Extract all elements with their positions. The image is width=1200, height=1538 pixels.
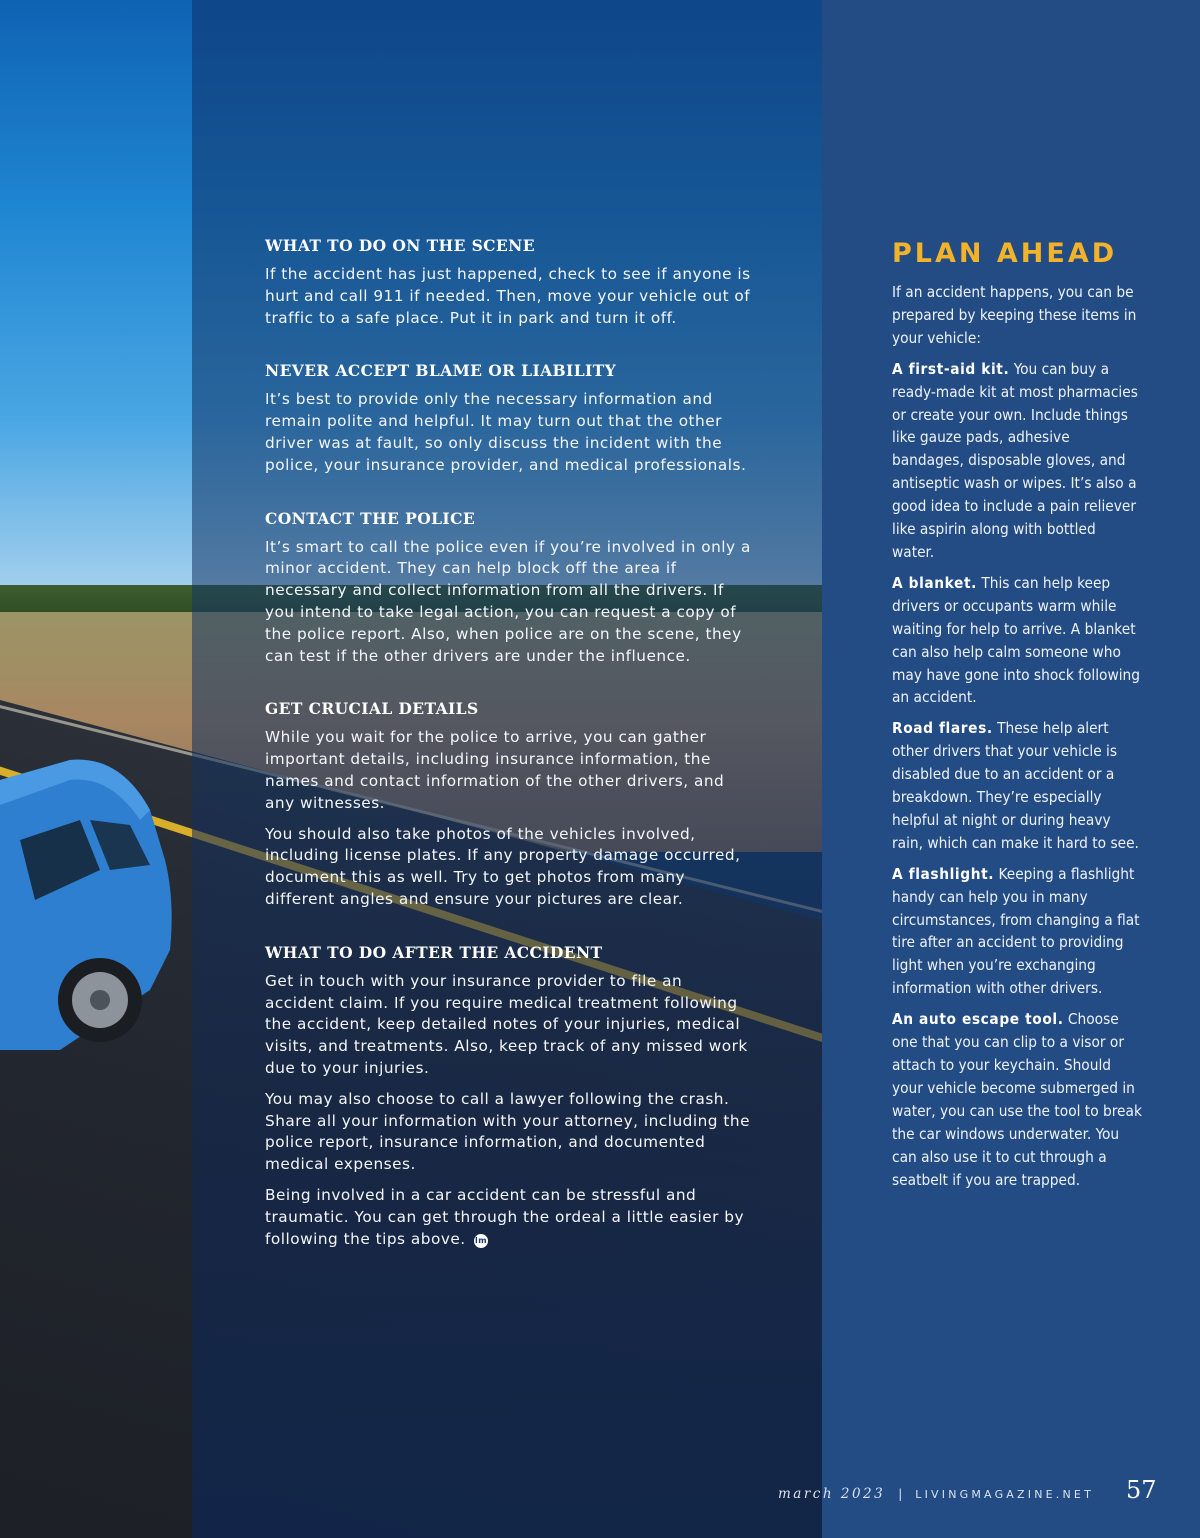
section-paragraph: It’s best to provide only the necessary information and remain polite and helpful. It may turn out that the other driver was at fault, so only discuss the incident with the police, your insurance provider, and medical professionals. bbox=[265, 390, 747, 474]
blue-car-image bbox=[0, 750, 180, 1050]
section-heading: CONTACT THE POLICE bbox=[265, 508, 476, 528]
website-url: LIVINGMAGAZINE.NET bbox=[915, 1488, 1094, 1501]
sidebar-item-first-aid-kit bbox=[892, 358, 1142, 564]
section-heading: WHAT TO DO AFTER THE ACCIDENT bbox=[265, 942, 603, 962]
section-crucial-details bbox=[265, 699, 755, 910]
sidebar-item-text: You can buy a ready-made kit at most pharmacies or create your own. Include things like gauze pads, adhesive bandages, disposable gloves, and antiseptic wash or wipes. It’s also a good idea to include a pain reliever like aspirin along with bottled water. bbox=[892, 359, 1138, 561]
sidebar-item-label: Road flares. bbox=[892, 719, 993, 738]
sidebar-item-blanket bbox=[892, 572, 1142, 709]
sidebar-item-label: A flashlight. bbox=[892, 864, 995, 883]
section-paragraph-final bbox=[265, 1185, 755, 1250]
article-body bbox=[265, 236, 755, 1282]
sidebar-item-text: These help alert other drivers that your vehicle is disabled due to an accident or a breakdown. They’re especially helpful at night or during heavy rain, which can make it hard to see. bbox=[892, 719, 1139, 852]
sidebar-item-label: An auto escape tool. bbox=[892, 1010, 1064, 1029]
final-paragraph-text: Being involved in a car accident can be stressful and traumatic. You can get through the ordeal a little easier by following the tips above. bbox=[265, 1185, 745, 1248]
section-contact-police bbox=[265, 509, 755, 668]
section-paragraph: It’s smart to call the police even if you’re involved in only a minor accident. They can help block off the area if necessary and collect information from all the drivers. If you intend to take legal action, you can request a copy of the police report. Also, when police are on the scene, they can test if the other drivers are under the influence. bbox=[265, 537, 751, 665]
sidebar-title: PLAN AHEAD bbox=[892, 238, 1118, 269]
section-paragraph: If the accident has just happened, check to see if anyone is hurt and call 911 if needed. Then, move your vehicle out of traffic to a safe place. Put it in park and turn it off. bbox=[265, 265, 751, 327]
section-paragraph: You should also take photos of the vehicles involved, including license plates. If any property damage occurred, document this as well. Try to get photos from many different angles and ensure your pictures are clear. bbox=[265, 824, 741, 908]
sidebar-item-label: A blanket. bbox=[892, 573, 977, 592]
sidebar-item-road-flares bbox=[892, 717, 1142, 854]
sidebar-item-text: This can help keep drivers or occupants warm while waiting for help to arrive. A blanket can also help calm someone who may have gone into shock following an accident. bbox=[892, 573, 1141, 707]
section-paragraph: Get in touch with your insurance provider to file an accident claim. If you require medical treatment following the accident, keep detailed notes of your injuries, medical visits, and treatments. Also, keep track of any missed work due to your injuries. bbox=[265, 971, 748, 1077]
section-heading: NEVER ACCEPT BLAME OR LIABILITY bbox=[265, 361, 617, 381]
page-footer bbox=[778, 1476, 1157, 1506]
section-on-scene bbox=[265, 236, 755, 329]
section-heading: WHAT TO DO ON THE SCENE bbox=[265, 236, 535, 255]
issue-date: march 2023 bbox=[778, 1486, 886, 1502]
page-number: 57 bbox=[1125, 1476, 1157, 1504]
section-after-accident bbox=[265, 943, 755, 1251]
section-paragraph: While you wait for the police to arrive, you can gather important details, including insurance information, the names and contact information of the other drivers, and any witnesses. bbox=[265, 728, 725, 812]
section-never-accept-blame bbox=[265, 361, 755, 476]
sidebar-item-auto-escape-tool bbox=[892, 1008, 1142, 1191]
sidebar-item-flashlight bbox=[892, 863, 1142, 1000]
section-paragraph: You may also choose to call a lawyer following the crash. Share all your information with your attorney, including the police report, insurance information, and documented medical expenses. bbox=[265, 1089, 750, 1174]
section-heading: GET CRUCIAL DETAILS bbox=[265, 699, 479, 719]
sidebar-item-text: Choose one that you can clip to a visor or attach to your keychain. Should your vehicle become submerged in water, you can use the tool to break the car windows underwater. You can also use it to cut through a seatbelt if you are trapped. bbox=[892, 1010, 1142, 1189]
footer-separator: | bbox=[898, 1487, 903, 1501]
sidebar-item-text: Keeping a flashlight handy can help you in many circumstances, from changing a flat tire after an accident to providing light when you’re exchanging information with other drivers. bbox=[892, 864, 1140, 998]
plan-ahead-box bbox=[892, 238, 1142, 1199]
sidebar-intro: If an accident happens, you can be prepared by keeping these items in your vehicle: bbox=[892, 283, 1137, 347]
end-mark-logo-icon: lm bbox=[474, 1234, 488, 1248]
sidebar-item-label: A first-aid kit. bbox=[892, 359, 1010, 378]
